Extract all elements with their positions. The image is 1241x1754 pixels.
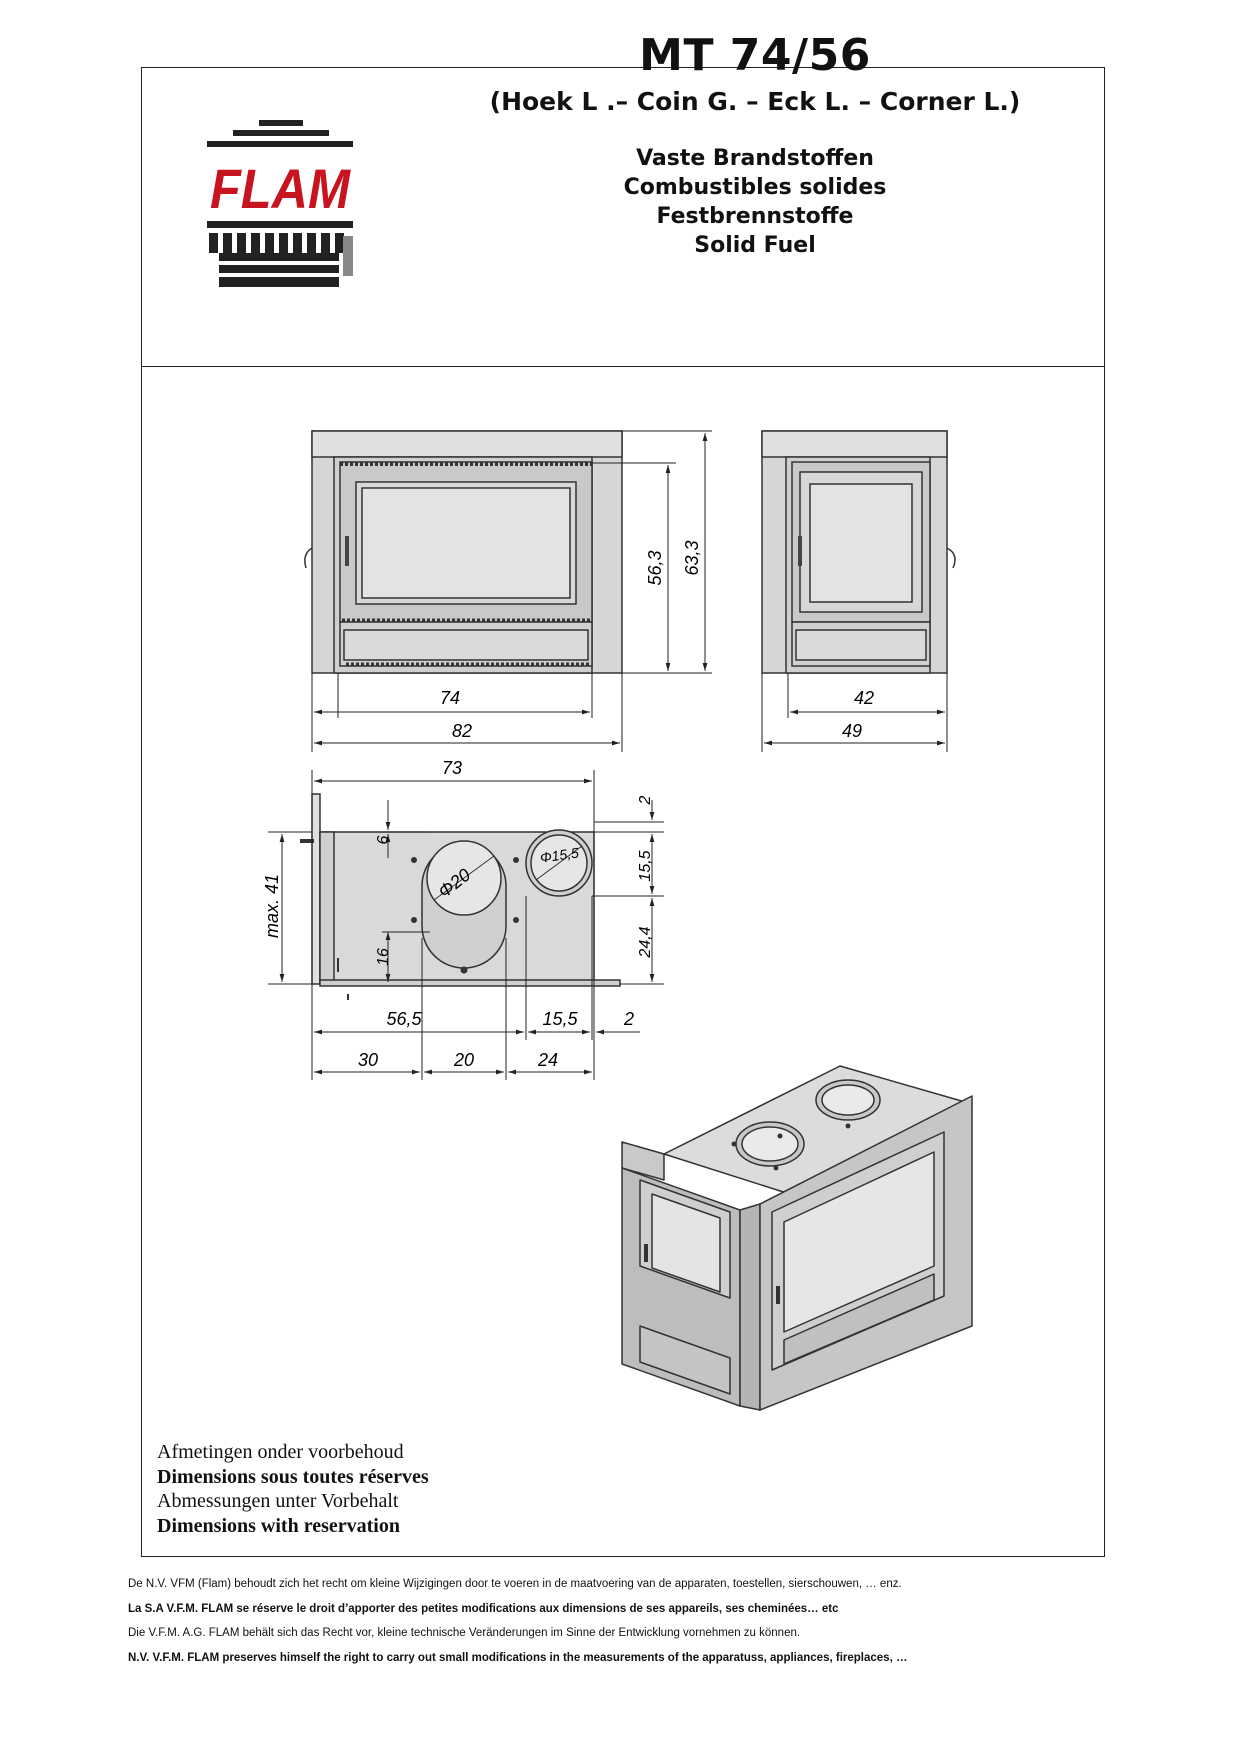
dim-row1-a: 56,5 (386, 1009, 422, 1029)
dim-flue-small: Φ15,5 (538, 844, 580, 866)
dim-right-top: 2 (637, 795, 654, 805)
side-view-drawing (762, 431, 955, 673)
top-view-drawing (300, 794, 620, 1000)
logo-text: FLAM (210, 157, 352, 220)
dim-row2-c: 24 (537, 1050, 559, 1070)
reservation-en: Dimensions with reservation (157, 1514, 400, 1537)
fuel-type-nl: Vaste Brandstoffen (636, 146, 874, 171)
fuel-type-fr: Combustibles solides (623, 175, 887, 200)
dim-row1-b: 15,5 (542, 1009, 578, 1029)
footer-line-nl: De N.V. VFM (Flam) behoudt zich het recht om kleine Wijzigingen door te voeren in de maatvoering van de apparaten, toestellen, sierschouwen, … enz. (128, 1578, 902, 1590)
dim-flue-large: Φ20 (434, 864, 475, 902)
dim-side-inner-width: 42 (853, 688, 875, 708)
footer-line-fr: La S.A V.F.M. FLAM se réserve le droit d’apporter des petites modifications aux dimensions de ses appareils, ses cheminées… etc (128, 1602, 839, 1615)
front-view-drawing (305, 431, 622, 673)
dim-front-inner-width: 74 (439, 688, 461, 708)
fuel-type-en: Solid Fuel (694, 233, 816, 258)
footer-line-de: Die V.F.M. A.G. FLAM behält sich das Recht vor, kleine technische Veränderungen im Sinne der Entwicklung vornehmen zu können. (128, 1627, 801, 1639)
dim-offset-bottom: 16 (375, 948, 392, 966)
dim-row2-a: 30 (357, 1050, 379, 1070)
isometric-view-drawing (622, 1066, 972, 1410)
footer-line-en: N.V. V.F.M. FLAM preserves himself the right to carry out small modifications in the measurements of the apparatuss, appliances, fireplaces, … (128, 1651, 908, 1664)
dim-front-outer-width: 82 (451, 721, 473, 741)
dim-row2-b: 20 (453, 1050, 475, 1070)
model-title: MT 74/56 (639, 30, 871, 81)
footer-disclaimer (128, 1572, 1168, 1670)
dim-row1-c: 2 (623, 1009, 635, 1029)
dim-right-mid: 15,5 (637, 850, 654, 882)
fuel-type-de: Festbrennstoffe (656, 204, 854, 229)
dim-side-outer-width: 49 (841, 721, 863, 741)
reservation-de: Abmessungen unter Vorbehalt (157, 1490, 399, 1512)
reservation-note (157, 1440, 429, 1538)
dim-offset-top: 6 (375, 835, 392, 845)
dim-top-width: 73 (441, 758, 463, 778)
reservation-fr: Dimensions sous toutes réserves (157, 1465, 429, 1488)
dim-front-inner-height: 56,3 (645, 550, 665, 586)
reservation-nl: Afmetingen onder voorbehoud (157, 1441, 404, 1463)
dim-front-outer-height: 63,3 (682, 540, 702, 576)
dim-right-low: 24,4 (637, 926, 654, 958)
model-variants: (Hoek L .– Coin G. – Eck L. – Corner L.) (489, 87, 1021, 116)
dim-max-depth: max. 41 (262, 873, 282, 939)
